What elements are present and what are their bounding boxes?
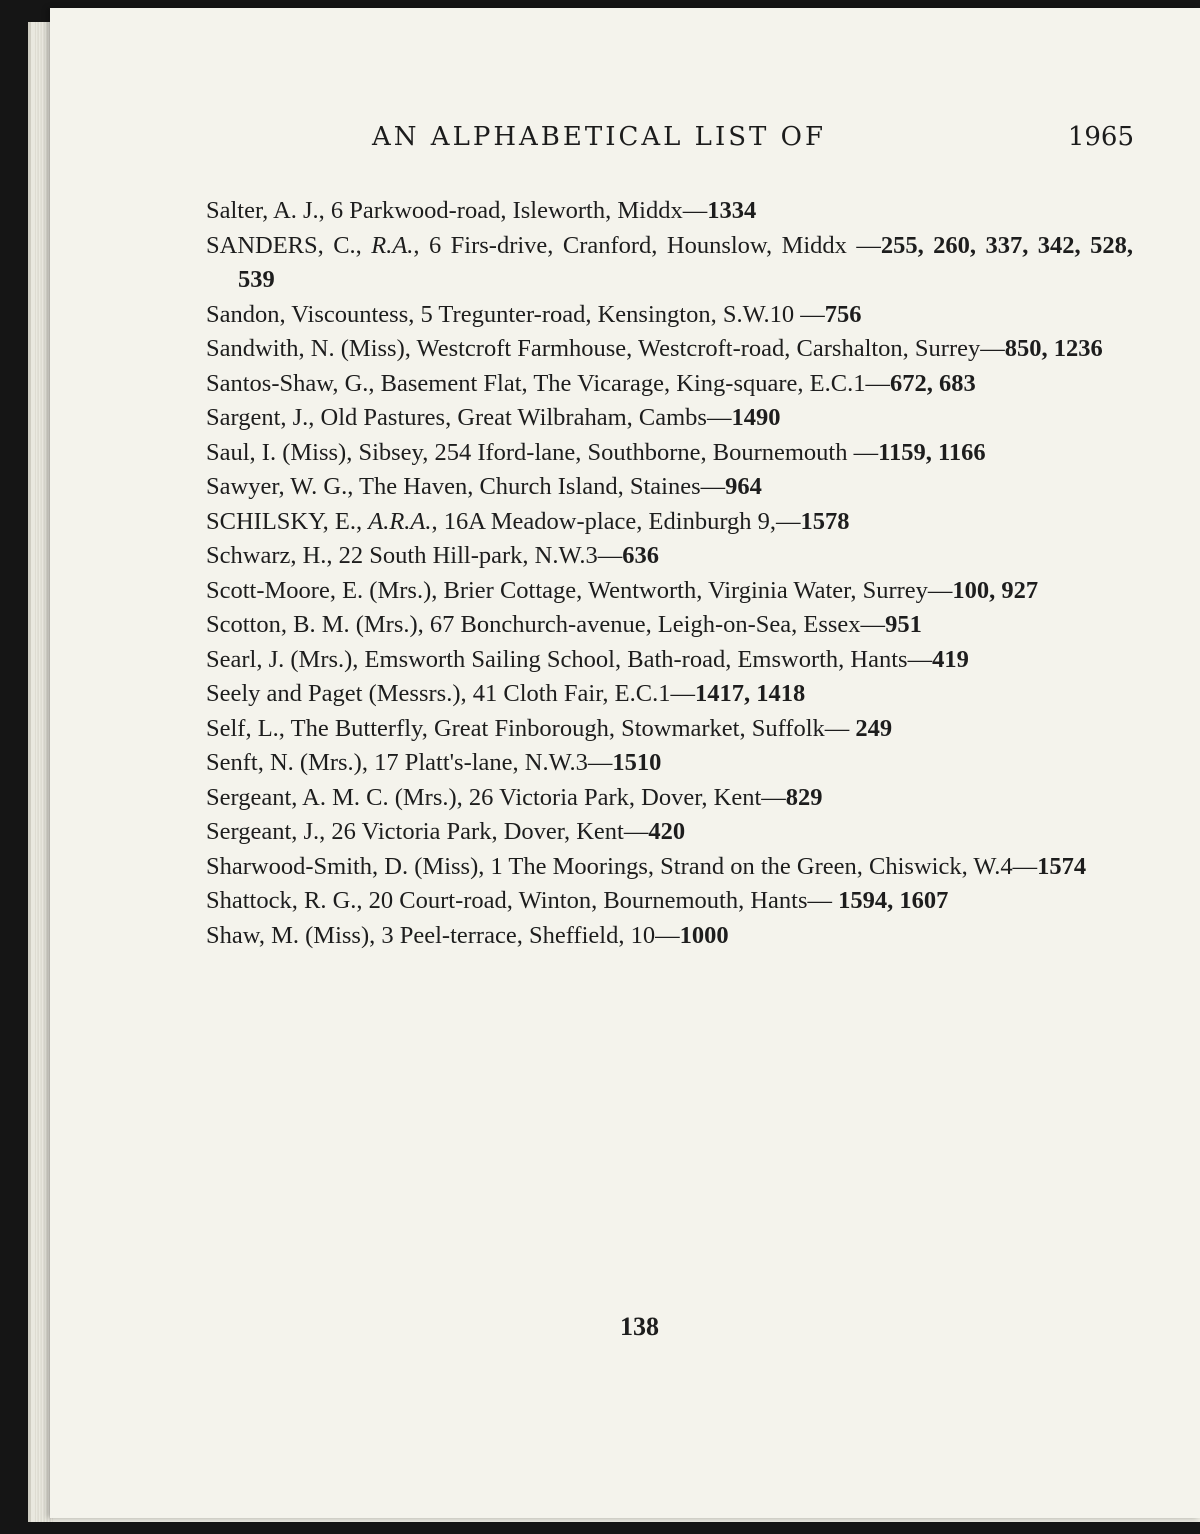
entry-text-a: Salter, A. J., 6 Parkwood-road, Isleworth, Middx— <box>206 197 708 224</box>
entry-text-a: Sargent, J., Old Pastures, Great Wilbraham, Cambs— <box>206 404 732 431</box>
list-item <box>206 850 1133 885</box>
entry-text-a: Sergeant, J., 26 Victoria Park, Dover, Kent— <box>206 818 649 845</box>
list-item <box>206 884 1133 919</box>
entry-title-i: R.A. <box>371 231 414 259</box>
list-item <box>206 712 1133 747</box>
folio-number: 138 <box>620 1312 659 1341</box>
list-item <box>206 436 1133 471</box>
entry-refs-b: 829 <box>785 783 823 811</box>
entry-text-c: , 6 Firs-drive, Cranford, Hounslow, Middx — <box>413 231 881 259</box>
entry-text-a: Sawyer, W. G., The Haven, Church Island, Staines— <box>206 473 726 500</box>
list-item <box>206 574 1133 609</box>
running-header <box>372 122 1134 152</box>
entry-text-a: Scotton, B. M. (Mrs.), 67 Bonchurch-avenue, Leigh-on-Sea, Essex— <box>206 611 886 638</box>
list-item <box>206 229 1133 298</box>
entry-text-a: Sandwith, N. (Miss), Westcroft Farmhouse, Westcroft-road, Carshalton, Surrey— <box>206 335 1005 362</box>
list-item <box>206 367 1133 402</box>
entry-text-a: Senft, N. (Mrs.), 17 Platt's-lane, N.W.3— <box>206 749 613 776</box>
list-item <box>206 470 1133 505</box>
entry-refs-b: 1334 <box>707 197 757 224</box>
entry-text-a: SCHILSKY, E., <box>206 507 369 535</box>
entry-refs-b: 672, 683 <box>889 369 976 397</box>
entry-text-a: Scott-Moore, E. (Mrs.), Brier Cottage, Wentworth, Virginia Water, Surrey— <box>206 576 953 604</box>
entry-refs-b: 1417, 1418 <box>694 680 806 707</box>
entry-text-a: Seely and Paget (Messrs.), 41 Cloth Fair, E.C.1— <box>206 680 695 707</box>
list-item <box>206 505 1133 540</box>
entry-refs-b: 100, 927 <box>952 576 1039 604</box>
entry-text-a: Saul, I. (Miss), Sibsey, 254 Iford-lane, Southborne, Bournemouth — <box>206 438 879 466</box>
entry-refs-b: 420 <box>648 818 686 845</box>
entry-refs-b: 1574 <box>1037 852 1087 880</box>
entry-refs-b: 951 <box>885 611 922 638</box>
entry-refs-b: 1578 <box>800 507 850 535</box>
entry-refs-b: 1510 <box>612 749 662 776</box>
entry-text-a: Searl, J. (Mrs.), Emsworth Sailing School, Bath-road, Emsworth, Hants— <box>206 645 933 673</box>
running-title: AN ALPHABETICAL LIST OF <box>372 122 826 152</box>
list-item <box>206 746 1133 781</box>
running-page-number: 1965 <box>1067 122 1134 152</box>
entry-refs-b: 1594, 1607 <box>838 887 949 914</box>
entry-text-a: Sergeant, A. M. C. (Mrs.), 26 Victoria Park, Dover, Kent— <box>206 783 786 811</box>
list-item <box>206 677 1133 712</box>
entry-refs-b: 1159, 1166 <box>878 438 986 466</box>
entry-text-a: Self, L., The Butterfly, Great Finborough, Stowmarket, Suffolk— <box>206 714 856 742</box>
entry-text-c: , 16A Meadow-place, Edinburgh 9,— <box>431 507 801 535</box>
entry-text-a: SANDERS, C., <box>206 231 372 259</box>
entry-refs-b: 756 <box>824 300 862 328</box>
entry-refs-b: 255, 260, 337, 342, 528, 539 <box>238 231 1133 293</box>
list-item <box>206 401 1133 436</box>
entry-refs-b: 1490 <box>731 404 781 431</box>
list-item <box>206 643 1133 678</box>
list-item <box>206 781 1133 816</box>
list-item <box>206 539 1133 574</box>
entry-text-a: Shattock, R. G., 20 Court-road, Winton, Bournemouth, Hants— <box>206 887 839 914</box>
list-item <box>206 194 1133 229</box>
list-item <box>206 815 1133 850</box>
entry-refs-b: 636 <box>622 542 659 569</box>
list-item <box>206 298 1133 333</box>
entry-refs-b: 1000 <box>679 921 729 949</box>
entry-text-a: Schwarz, H., 22 South Hill-park, N.W.3— <box>206 542 623 569</box>
entry-refs-b: 850, 1236 <box>1004 335 1103 362</box>
list-item <box>206 919 1133 954</box>
entry-refs-b: 419 <box>932 645 969 673</box>
entry-refs-b: 964 <box>725 473 762 500</box>
entry-list <box>206 194 1133 953</box>
entry-text-a: Sharwood-Smith, D. (Miss), 1 The Moorings, Strand on the Green, Chiswick, W.4— <box>206 852 1038 880</box>
list-item <box>206 332 1133 367</box>
entry-title-i: A.R.A. <box>368 507 432 535</box>
entry-text-a: Santos-Shaw, G., Basement Flat, The Vicarage, King-square, E.C.1— <box>206 369 890 397</box>
list-item <box>206 608 1133 643</box>
entry-text-a: Shaw, M. (Miss), 3 Peel-terrace, Sheffield, 10— <box>206 921 680 949</box>
entry-refs-b: 249 <box>855 714 893 742</box>
entry-text-a: Sandon, Viscountess, 5 Tregunter-road, Kensington, S.W.10 — <box>206 300 825 328</box>
